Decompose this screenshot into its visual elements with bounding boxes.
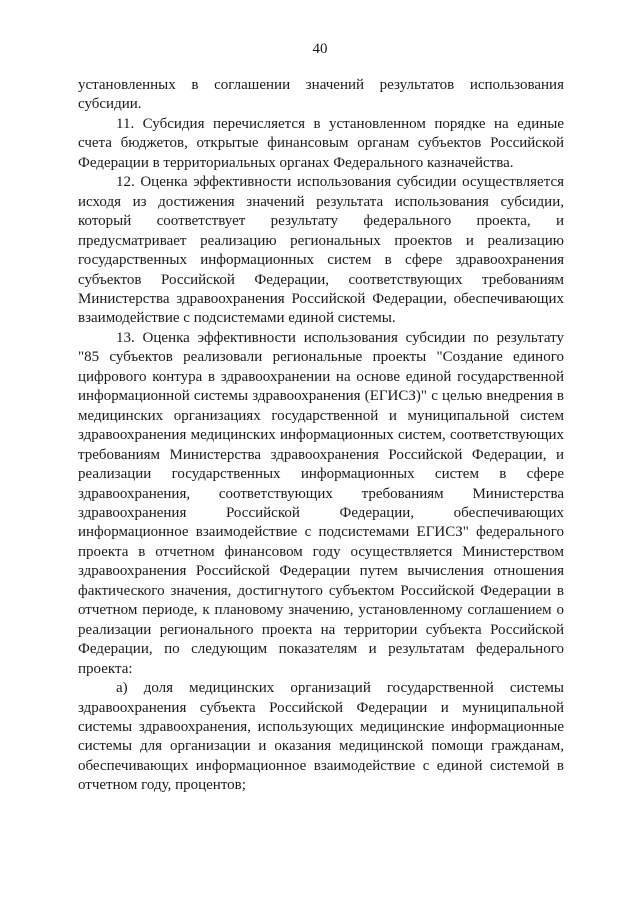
paragraph-continuation: установленных в соглашении значений результатов использования субсидии.	[78, 77, 564, 113]
page-number: 40	[312, 41, 328, 57]
paragraph-item-13: 13. Оценка эффективности использования субсидии по результату "85 субъектов реализовали региональные проекты "Создание единого цифрового контура в здравоохранении на основе единой государственной информационной системы здравоохранения (ЕГИСЗ)" с целью внедрения в медицинских организациях государственной и муниципальной систем здравоохранения медицинских информационных систем, соответствующих требованиям Министерства здравоохранения Российской Федерации, и реализации государственных информационных систем в сфере здравоохранения, соответствующих требованиям Министерства здравоохранения Российской Федерации, обеспечивающих информационное взаимодействие с подсистемами ЕГИСЗ" федерального проекта в отчетном финансовом году осуществляется Министерством здравоохранения Российской Федерации путем вычисления отношения фактического значения, достигнутого субъектом Российской Федерации в отчетном периоде, к плановому значению, установленному соглашением о реализации регионального проекта на территории субъекта Российской Федерации, по следующим показателям и результатам федерального проекта:	[78, 329, 564, 677]
paragraph-subitem-a: а) доля медицинских организаций государственной системы здравоохранения субъекта Российской Федерации и муниципальной системы здравоохранения, использующих медицинские информационные системы для организации и оказания медицинской помощи гражданам, обеспечивающих информационное взаимодействие с единой системой в отчетном году, процентов;	[78, 680, 564, 794]
paragraph-item-11: 11. Субсидия перечисляется в установленном порядке на единые счета бюджетов, открытые финансовым органам субъектов Российской Федерации в территориальных органах Федерального казначейства.	[78, 115, 564, 171]
document-body	[78, 76, 564, 796]
paragraph-item-12: 12. Оценка эффективности использования субсидии осуществляется исходя из достижения значений результата использования субсидии, который соответствует результату федерального проекта, и предусматривает реализацию региональных проектов и реализацию государственных информационных систем в сфере здравоохранения субъектов Российской Федерации, соответствующих требованиям Министерства здравоохранения Российской Федерации, обеспечивающих взаимодействие с подсистемами единой системы.	[78, 174, 564, 327]
